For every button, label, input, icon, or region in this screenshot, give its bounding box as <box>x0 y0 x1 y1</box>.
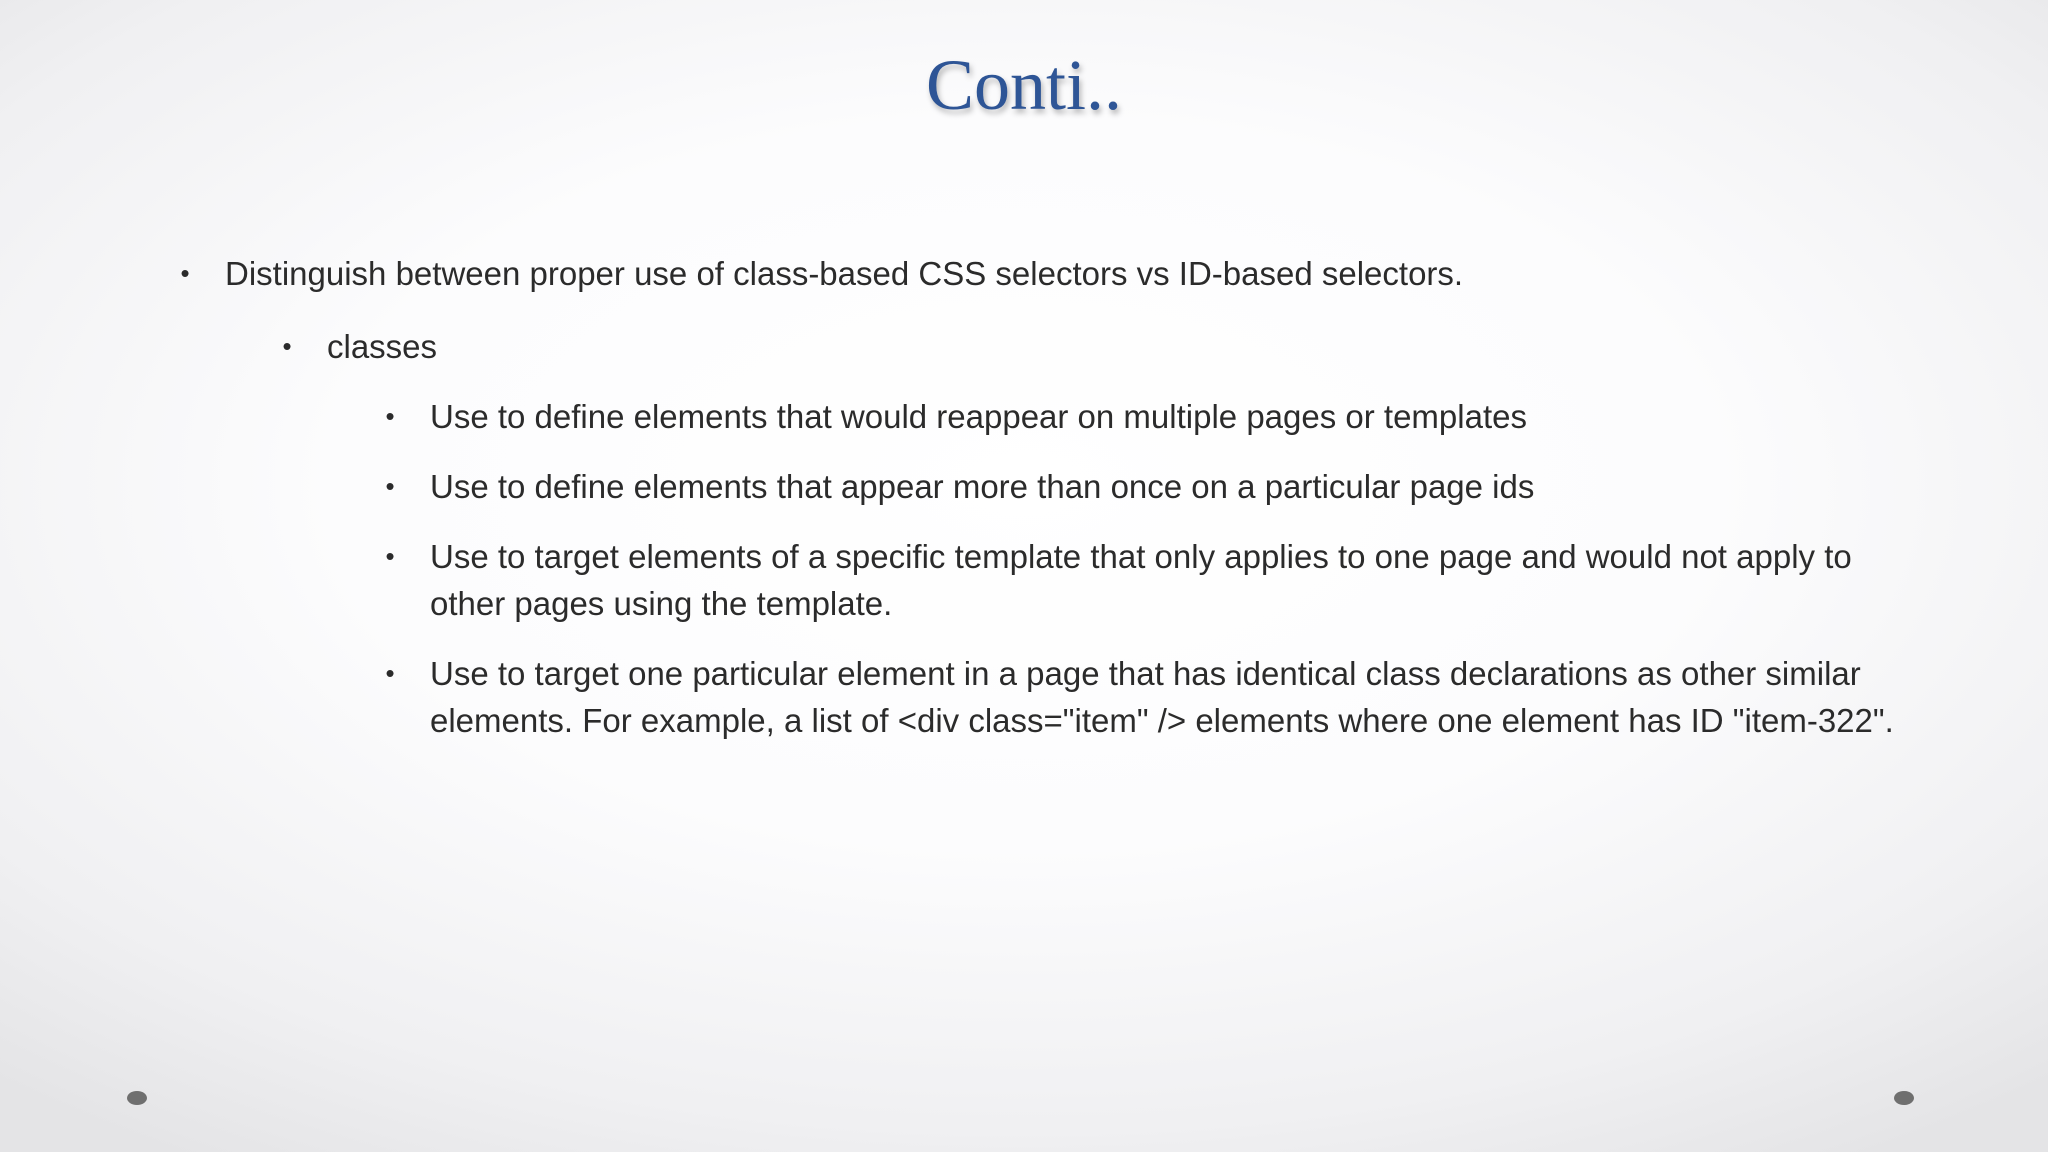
slide-title: Conti.. <box>925 45 1123 125</box>
bullet-item-level2 <box>282 323 1827 370</box>
bullet-text: Use to target elements of a specific template that only applies to one page and would not apply to other pages using the template. <box>430 538 1852 622</box>
bullet-icon: • <box>385 471 395 501</box>
bullet-item-level3 <box>385 533 1910 627</box>
bullet-item-level3 <box>385 393 1910 440</box>
bullet-icon: • <box>385 401 395 431</box>
bullet-icon: • <box>282 331 292 361</box>
decorative-dot-icon <box>127 1091 147 1105</box>
bullet-text: Use to define elements that would reappear on multiple pages or templates <box>430 398 1527 435</box>
bullet-item-level3 <box>385 650 1910 744</box>
bullet-text: Use to define elements that appear more than once on a particular page ids <box>430 468 1535 505</box>
bullet-text: Distinguish between proper use of class-based CSS selectors vs ID-based selectors. <box>225 255 1464 292</box>
bullet-item-level3 <box>385 463 1910 510</box>
bullet-text: Use to target one particular element in a page that has identical class declarations as other similar elements. For example, a list of <div class="item" /> elements where one element has ID "item-322". <box>430 655 1894 739</box>
bullet-icon: • <box>385 541 395 571</box>
bullet-item-level1 <box>180 250 1925 297</box>
bullet-icon: • <box>385 658 395 688</box>
decorative-dot-icon <box>1894 1091 1914 1105</box>
bullet-text: classes <box>327 328 438 365</box>
bullet-icon: • <box>180 258 190 288</box>
